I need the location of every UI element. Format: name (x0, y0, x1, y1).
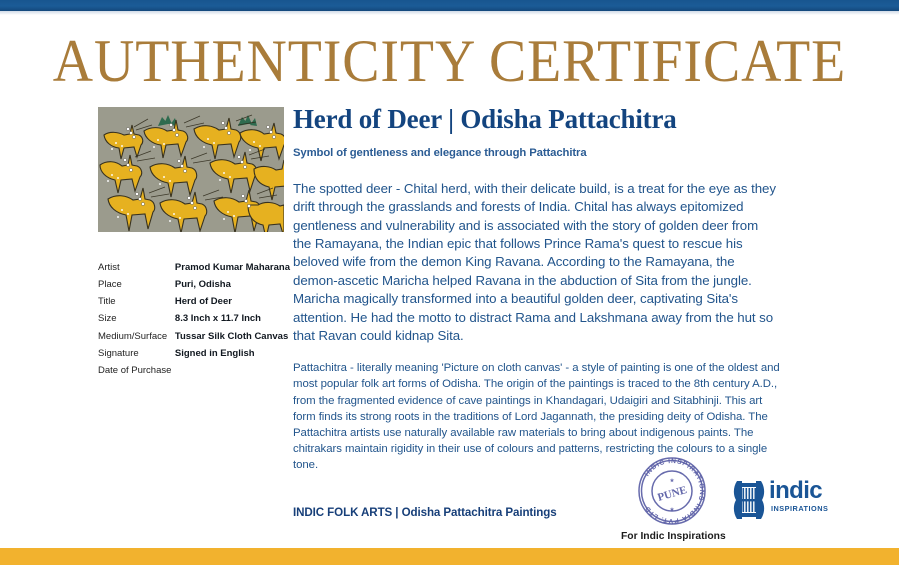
indic-tagline: INSPIRATIONS (771, 504, 829, 513)
indic-inspirations-logo (732, 477, 829, 525)
left-column (98, 107, 290, 380)
table-row (98, 260, 290, 277)
indic-wordmark: indic (769, 477, 823, 504)
artwork-heading: Herd of Deer | Odisha Pattachitra (293, 104, 677, 134)
svg-text:PUNE: PUNE (656, 484, 689, 504)
detail-label: Artist (98, 262, 120, 274)
herd-of-deer-painting-icon (98, 107, 284, 232)
detail-value: Signed in English (174, 347, 255, 359)
table-row (98, 311, 290, 328)
table-row (98, 294, 290, 311)
artwork-subtitle: Symbol of gentleness and elegance through Pattachitra (293, 146, 587, 159)
artwork-details-table (98, 260, 290, 380)
svg-text:INDIC INSPIRATIONS INDIA PVT.: INDIC INSPIRATIONS INDIA PVT. LTD (643, 457, 706, 525)
page-title: AUTHENTICITY CERTIFICATE (52, 28, 847, 94)
table-row (98, 346, 290, 363)
detail-value: Tussar Silk Cloth Canvas (174, 330, 289, 342)
bottom-accent-bar (0, 548, 899, 565)
detail-label: Signature (98, 347, 139, 359)
svg-text:★: ★ (669, 478, 675, 484)
svg-text:★: ★ (669, 507, 675, 513)
detail-label: Title (98, 296, 116, 308)
detail-label: Date of Purchase (98, 364, 172, 376)
detail-label: Size (98, 313, 117, 325)
collection-footer-line: INDIC FOLK ARTS | Odisha Pattachitra Paintings (293, 506, 557, 520)
pillar-logo-icon (732, 477, 766, 523)
company-seal-stamp-icon (634, 453, 710, 529)
description-paragraph-primary: The spotted deer - Chital herd, with their delicate build, is a treat for the eye as they drift through the grasslands and forests of India. Chital has always epitomized gentleness and vulnerability and is associated with the story of golden deer from the Ramayana, the Indian epic that follows Prince Rama's quest to rescue his beloved wife from the demon King Ravana. According to the Ramayana, the demon-ascetic Maricha helped Ravana in the abduction of Sita from the jungle. Maricha magically transformed into a beautiful golden deer, captivating Sita's attention. He had the motto to distract Rama and Lakshmana away from the hut so that Ravan could kidnap Sita. (293, 180, 776, 343)
top-accent-bar (0, 0, 899, 11)
seal-caption: For Indic Inspirations (621, 531, 726, 542)
detail-value: 8.3 Inch x 11.7 Inch (174, 313, 261, 325)
detail-value: Pramod Kumar Maharana (174, 262, 290, 274)
detail-value: Puri, Odisha (174, 279, 231, 291)
detail-value: Herd of Deer (174, 296, 232, 308)
detail-label: Medium/Surface (98, 330, 168, 342)
table-row (98, 328, 290, 345)
table-row (98, 277, 290, 294)
top-accent-bar-shadow (0, 11, 899, 15)
artwork-thumbnail (98, 107, 284, 232)
description-paragraph-secondary: Pattachitra - literally meaning 'Picture on cloth canvas' - a style of painting is one of the oldest and most popular folk art forms of Odisha. The origin of the paintings is traced to the 8th century A.D., from the fragmented evidence of cave paintings in Khandagari, Udaigiri and Sitabhinji. This art form finds its strong roots in the traditions of Lord Jagannath, the presiding deity of Odisha. The Pattachitra artists use naturally available raw materials to bring about indigenous paints. The chitrakars maintain rigidity in their use of colours and patterns, restricting the colours to a single tone. (293, 362, 780, 472)
brand-block (621, 453, 829, 545)
detail-value (175, 363, 290, 380)
table-row (98, 363, 290, 380)
detail-label: Place (98, 279, 122, 291)
